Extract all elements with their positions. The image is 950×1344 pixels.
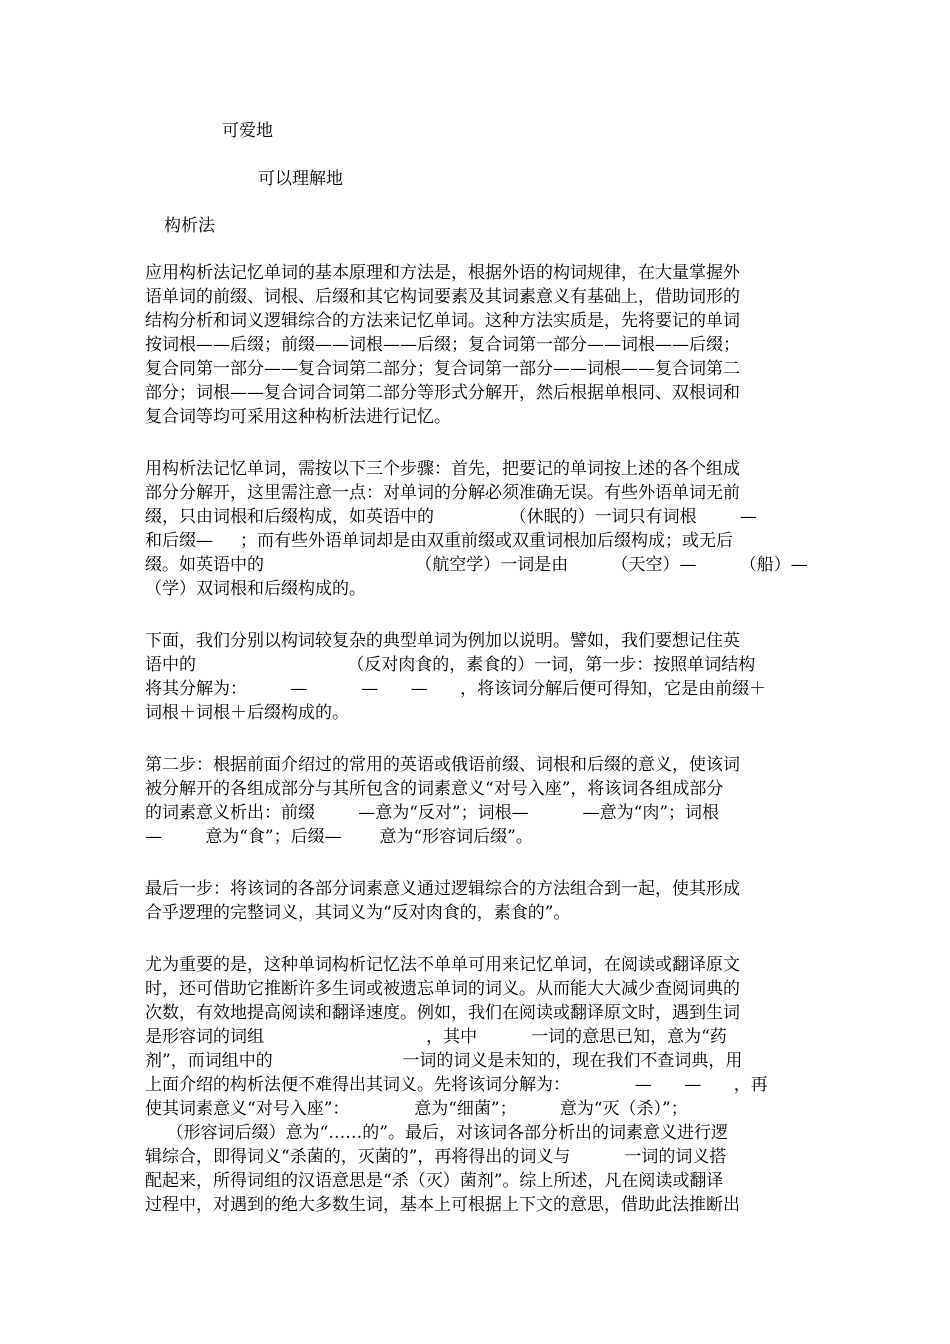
paragraph-line: 缀。如英语中的 （航空学）一词是由 （天空）— （船）— — [145, 555, 808, 575]
paragraph-line: 按词根——后缀；前缀——词根——后缀；复合词第一部分——词根——后缀； — [145, 335, 740, 355]
paragraph-line: 部分；词根——复合词合词第二部分等形式分解开，然后根据单根同、双根词和 — [145, 383, 740, 403]
paragraph-line: 部分分解开，这里需注意一点：对单词的分解必须准确无误。有些外语单词无前 — [145, 483, 740, 503]
paragraph-line: （形容词后缀）意为“……的”。最后，对该词各部分析出的词素意义进行逻 — [145, 1123, 728, 1143]
paragraph-line: 复合同第一部分——复合词第二部分；复合词第一部分——词根——复合词第二 — [145, 359, 740, 379]
paragraph-line: 结构分析和词义逻辑综合的方法来记忆单词。这种方法实质是，先将要记的单词 — [145, 311, 740, 331]
paragraph-line: 语中的 （反对肉食的，素食的）一词，第一步：按照单词结构 — [145, 655, 756, 675]
paragraph-line: 使其词素意义“对号入座”： 意为“细菌”； 意为“灭（杀）”； — [145, 1099, 688, 1119]
paragraph-line: 下面，我们分别以构词较复杂的典型单词为例加以说明。譬如，我们要想记住英 — [145, 631, 740, 651]
paragraph-line: 用构析法记忆单词，需按以下三个步骤：首先，把要记的单词按上述的各个组成 — [145, 459, 740, 479]
paragraph-line: — 意为“食”；后缀— 意为“形容词后缀”。 — [145, 827, 533, 847]
paragraph-line: 应用构析法记忆单词的基本原理和方法是，根据外语的构词规律，在大量掌握外 — [145, 263, 740, 283]
paragraph-line: 语单词的前缀、词根、后缀和其它构词要素及其词素意义有基础上，借助词形的 — [145, 287, 740, 307]
paragraph-line: 配起来，所得词组的汉语意思是“杀（灭）菌剂”。综上所述，凡在阅读或翻译 — [145, 1171, 724, 1191]
paragraph-line: 合乎逻理的完整词义，其词义为“反对肉食的，素食的”。 — [145, 903, 571, 923]
paragraph-line: （学）双词根和后缀构成的。 — [145, 579, 366, 599]
heading-keyi-lijie: 可以理解地 — [258, 169, 343, 189]
paragraph-line: 次数，有效地提高阅读和翻译速度。例如，我们在阅读或翻译原文时，遇到生词 — [145, 1003, 740, 1023]
paragraph-line: 的词素意义析出：前缀 —意为“反对”；词根— —意为“肉”；词根 — [145, 803, 720, 823]
paragraph-line: 上面介绍的构析法便不难得出其词义。先将该词分解为： — — ，再 — [145, 1075, 768, 1095]
paragraph-line: 尤为重要的是，这种单词构析记忆法不单单可用来记忆单词，在阅读或翻译原文 — [145, 955, 740, 975]
paragraph-line: 过程中，对遇到的绝大多数生词，基本上可根据上下文的意思，借助此法推断出 — [145, 1195, 740, 1215]
paragraph-line: 辑综合，即得词义“杀菌的，灭菌的”，再将得出的词义与 一词的词义搭 — [145, 1147, 727, 1167]
section-title: 构析法 — [164, 216, 215, 236]
paragraph-line: 缀，只由词根和后缀构成，如英语中的 （休眠的）一词只有词根 — — [145, 507, 757, 527]
paragraph-line: 词根＋词根＋后缀构成的。 — [145, 703, 349, 723]
paragraph-line: 复合词等均可采用这种构析法进行记忆。 — [145, 407, 451, 427]
paragraph-line: 是形容词的词组 ，其中 一词的意思已知，意为“药 — [145, 1027, 727, 1047]
heading-keaide: 可爱地 — [222, 121, 273, 141]
paragraph-line: 和后缀— ；而有些外语单词却是由双重前缀或双重词根加后缀构成；或无后 — [145, 531, 734, 551]
paragraph-line: 最后一步：将该词的各部分词素意义通过逻辑综合的方法组合到一起，使其形成 — [145, 879, 740, 899]
paragraph-line: 被分解开的各组成部分与其所包含的词素意义“对号入座”，将该词各组成部分 — [145, 779, 724, 799]
paragraph-line: 时，还可借助它推断许多生词或被遗忘单词的词义。从而能大大减少查阅词典的 — [145, 979, 740, 999]
paragraph-line: 剂”，而词组中的 一词的词义是未知的，现在我们不查词典，用 — [145, 1051, 743, 1071]
paragraph-line: 将其分解为： — — — ，将该词分解后便可得知，它是由前缀＋ — [145, 679, 767, 699]
paragraph-line: 第二步：根据前面介绍过的常用的英语或俄语前缀、词根和后缀的意义，使该词 — [145, 755, 740, 775]
